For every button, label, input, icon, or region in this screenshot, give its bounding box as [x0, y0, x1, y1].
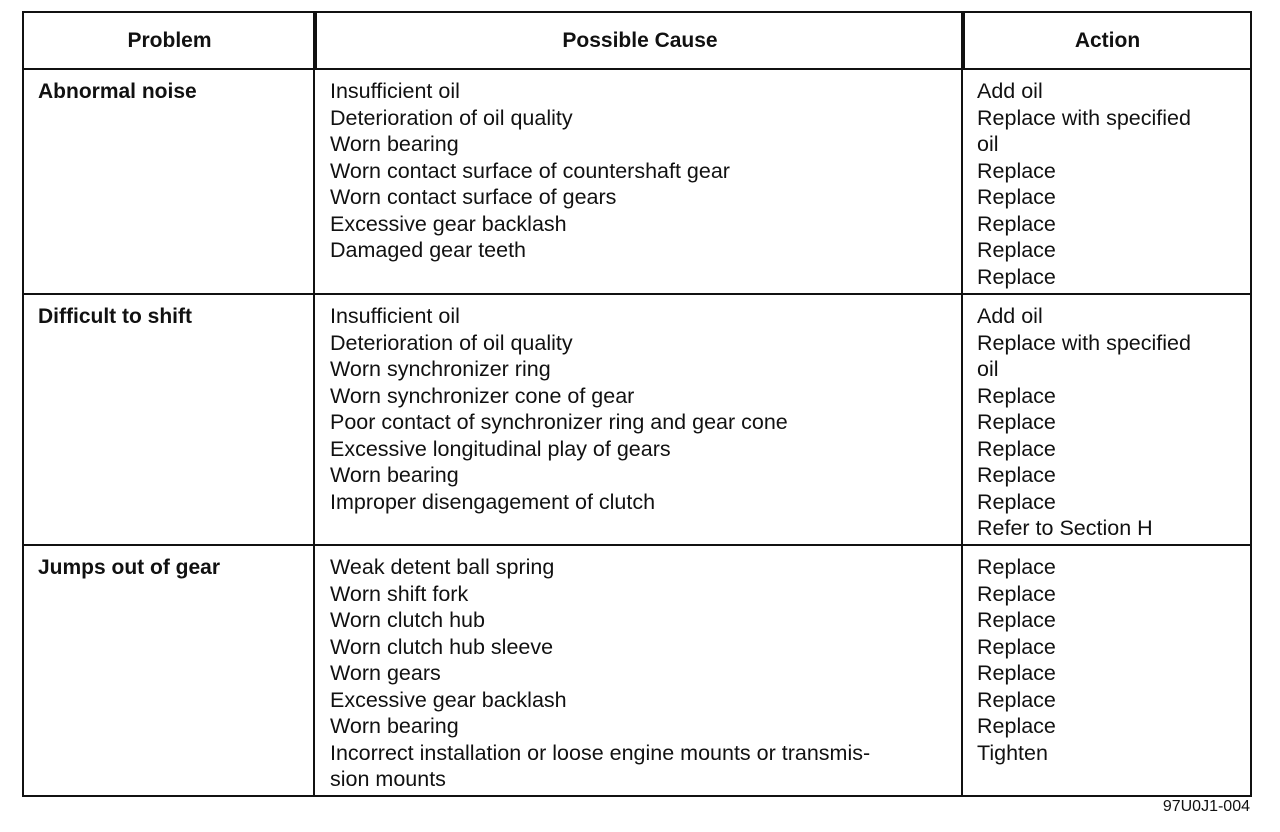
- header-action: Action: [963, 13, 1250, 68]
- problem-cell: Jumps out of gear: [38, 556, 221, 579]
- cause-list: [330, 554, 950, 793]
- action-item: Replace: [977, 555, 1056, 579]
- table-header-row: [24, 13, 1250, 70]
- cause-item: Worn contact surface of gears: [330, 185, 617, 209]
- header-possible-cause: Possible Cause: [315, 13, 963, 68]
- action-list: [977, 554, 1247, 766]
- cause-item: Insufficient oil: [330, 304, 460, 328]
- action-item: Replace: [977, 185, 1056, 209]
- cause-item: Excessive gear backlash: [330, 211, 567, 236]
- table-row-jumps-out-of-gear: [24, 546, 1250, 795]
- figure-id: 97U0J1-004: [1162, 798, 1250, 815]
- action-item: Replace: [977, 436, 1056, 461]
- cause-item: sion mounts: [330, 767, 446, 791]
- troubleshooting-table: [22, 11, 1252, 797]
- action-item: oil: [977, 132, 999, 156]
- action-item: Replace: [977, 714, 1056, 738]
- cause-item: Worn gears: [330, 661, 441, 685]
- problem-cell: Abnormal noise: [38, 80, 197, 103]
- table-row-difficult-to-shift: [24, 295, 1250, 546]
- cause-item: Worn shift fork: [330, 581, 469, 606]
- cause-item: Worn bearing: [330, 132, 459, 156]
- cause-item: Deterioration of oil quality: [330, 105, 573, 130]
- cause-item: Worn synchronizer cone of gear: [330, 383, 635, 408]
- action-item: Replace: [977, 687, 1056, 712]
- cause-item: Improper disengagement of clutch: [330, 489, 656, 514]
- action-item: Replace: [977, 608, 1056, 632]
- action-item: Replace: [977, 211, 1056, 236]
- action-item: Refer to Section H: [977, 516, 1153, 540]
- cause-item: Poor contact of synchronizer ring and gear cone: [330, 410, 788, 434]
- action-item: Add oil: [977, 79, 1043, 103]
- cause-item: Excessive gear backlash: [330, 687, 567, 712]
- cause-item: Worn clutch hub: [330, 608, 485, 632]
- action-item: Replace with specified: [977, 105, 1191, 130]
- action-item: oil: [977, 357, 999, 381]
- action-item: Replace: [977, 238, 1056, 262]
- action-list: [977, 78, 1247, 290]
- action-item: Replace: [977, 661, 1056, 685]
- action-list: [977, 303, 1247, 542]
- table-row-abnormal-noise: [24, 70, 1250, 295]
- header-problem: Problem: [127, 28, 212, 52]
- action-item: Replace: [977, 383, 1056, 408]
- action-item: Replace: [977, 158, 1056, 183]
- cause-item: Damaged gear teeth: [330, 238, 527, 262]
- action-item: Replace with specified: [977, 330, 1191, 355]
- cause-item: Worn bearing: [330, 714, 459, 738]
- action-item: Replace: [977, 463, 1056, 487]
- cause-item: Excessive longitudinal play of gears: [330, 436, 671, 461]
- action-item: Replace: [977, 581, 1056, 606]
- cause-item: Worn clutch hub sleeve: [330, 634, 554, 659]
- action-item: Replace: [977, 264, 1056, 289]
- action-item: Replace: [977, 634, 1056, 659]
- action-item: Add oil: [977, 304, 1043, 328]
- cause-item: Worn bearing: [330, 463, 459, 487]
- cause-item: Worn synchronizer ring: [330, 357, 551, 381]
- cause-item: Weak detent ball spring: [330, 555, 555, 579]
- action-item: Tighten: [977, 740, 1048, 765]
- cause-item: Incorrect installation or loose engine mounts or transmis-: [330, 740, 871, 765]
- action-item: Replace: [977, 489, 1056, 514]
- problem-cell: Difficult to shift: [38, 305, 192, 328]
- cause-list: [330, 303, 950, 515]
- cause-item: Insufficient oil: [330, 79, 460, 103]
- cause-item: Worn contact surface of countershaft gear: [330, 158, 730, 183]
- cause-item: Deterioration of oil quality: [330, 330, 573, 355]
- action-item: Replace: [977, 410, 1056, 434]
- cause-list: [330, 78, 950, 264]
